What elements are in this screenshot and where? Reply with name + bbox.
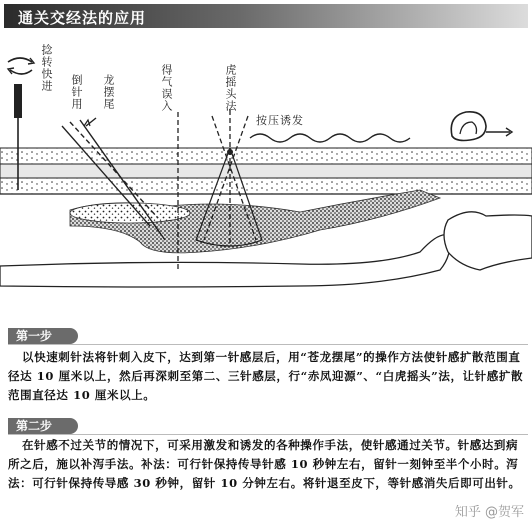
skin-layer-lower [0, 178, 532, 194]
label-daozhen: 倒针用 [70, 74, 83, 110]
induced-wave [250, 134, 410, 142]
label-deqi: 得气误入 [160, 64, 173, 112]
bone-right [444, 212, 532, 270]
step2-heading: 第二步 [8, 418, 78, 434]
label-niuzhuan: 捻转快进 [40, 44, 53, 92]
skin-layer-middle [0, 164, 532, 178]
step1-text: 以快速刺针法将针刺入皮下，达到第一针感层后，用“苍龙摆尾”的操作方法使针感扩散范围直径达 10 厘米以上，然后再深刺至第二、三针感层，行“赤凤迎源”、“白虎摇头”法，让针感扩散范围直径达 10 厘米以上。 [8, 350, 524, 402]
title-bar [4, 4, 528, 28]
hand-press-icon [451, 112, 512, 141]
step1-divider [8, 344, 528, 345]
shallow-sensation [70, 203, 190, 223]
step2-divider [8, 434, 528, 435]
step2-text: 在针感不过关节的情况下，可采用激发和诱发的各种操作手法，使针感通过关节。针感达到病所之后，施以补泻手法。补法：可行针保持传导针感 10 秒钟左右，留针一刻钟至半个小时。泻法：可行针保持传导感 30 秒钟，留针 10 分钟左右。将针退至皮下，等针感消失后即可出针。 [8, 438, 521, 490]
acupuncture-diagram [0, 30, 532, 318]
skin-layer-top [0, 148, 532, 164]
label-hubai: 虎摇头法 [224, 64, 237, 112]
label-anya: 按压诱发 [256, 114, 304, 127]
page-title: 通关交经法的应用 [18, 9, 147, 27]
rotate-arrows-icon [8, 58, 34, 74]
step1-heading: 第一步 [8, 328, 78, 344]
watermark: 知乎 @贺军 [454, 505, 524, 520]
label-longbai: 龙摆尾 [102, 74, 115, 110]
